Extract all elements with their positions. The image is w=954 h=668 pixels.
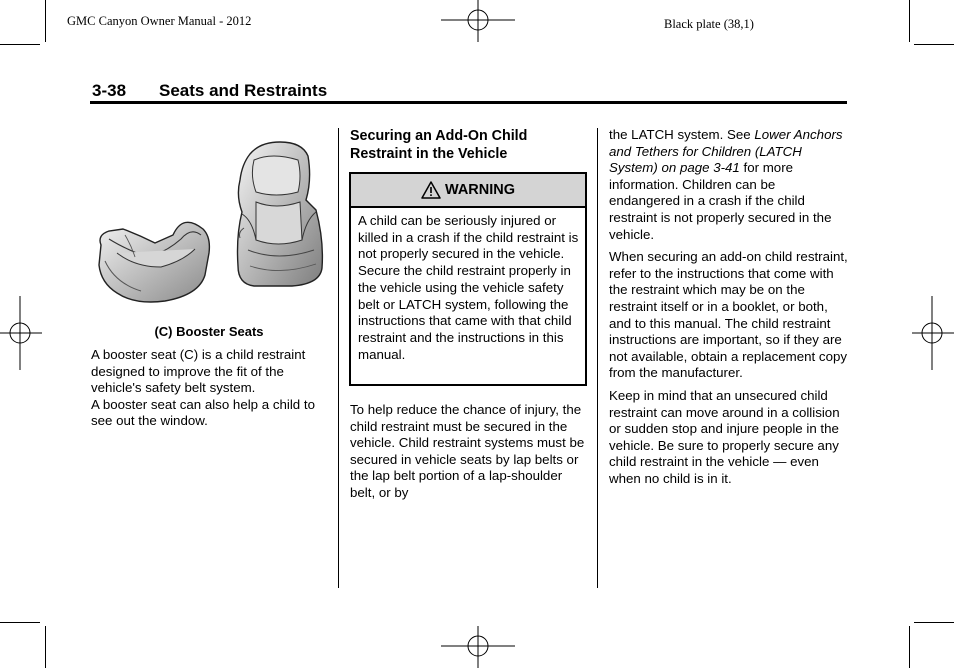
column-divider bbox=[597, 128, 598, 588]
booster-description: A booster seat (C) is a child restraint designed to improve the fit of the vehicle's safety belt system. bbox=[91, 347, 306, 396]
crop-mark bbox=[0, 622, 40, 623]
registration-mark-icon bbox=[441, 0, 515, 42]
page-number: 3-38 bbox=[92, 81, 127, 100]
column-1 bbox=[91, 347, 331, 430]
securing-paragraph: To help reduce the chance of injury, the child restraint must be secured in the vehicle. Child restraint systems must be secured in vehicle seats by lap belts or the lap belt portion of a lap-shoulder belt, or by bbox=[350, 402, 585, 500]
crop-mark bbox=[909, 0, 910, 42]
booster-cushion-icon bbox=[95, 205, 213, 305]
unsecured-restraint-paragraph: Keep in mind that an unsecured child restraint can move around in a collision or sudden stop and injure people in the vehicle. Be sure to properly secure any child restraint in the vehicle — even when no child is in it. bbox=[609, 387, 840, 486]
crop-mark bbox=[914, 622, 954, 623]
column-3 bbox=[609, 127, 849, 487]
booster-window-note: A booster seat can also help a child to see out the window. bbox=[91, 396, 315, 429]
crop-mark bbox=[914, 44, 954, 45]
instructions-paragraph: When securing an add-on child restraint, refer to the instructions that come with the restraint which may be on the restraint itself or in a booklet, or both, and to this manual. The child restraint instructions are important, so if they are not available, obtain a replacement copy from the manufacturer. bbox=[609, 249, 848, 381]
plate-label: Black plate (38,1) bbox=[664, 17, 754, 31]
column-divider bbox=[338, 128, 339, 588]
warning-triangle-icon bbox=[421, 181, 441, 199]
warning-box bbox=[349, 172, 587, 386]
crop-mark bbox=[0, 44, 40, 45]
column-2-body bbox=[350, 402, 588, 502]
crop-mark bbox=[45, 0, 46, 42]
column-2 bbox=[350, 127, 588, 163]
section-rule bbox=[90, 101, 847, 104]
high-back-booster-icon bbox=[232, 140, 328, 290]
section-title: Seats and Restraints bbox=[159, 81, 328, 100]
warning-label: WARNING bbox=[444, 182, 516, 198]
section-heading: Securing an Add-On Child Restraint in the Vehicle bbox=[350, 128, 528, 162]
warning-text: A child can be seriously injured or killed in a crash if the child restraint is not properly secured in the vehicle. Secure the child restraint properly in the vehicle using the vehicle safety belt or LATCH system, following the instructions that came with that child restraint and the instructions in this manual. bbox=[358, 213, 579, 362]
latch-text-pre: the LATCH system. See bbox=[609, 127, 755, 142]
registration-mark-icon bbox=[0, 296, 42, 370]
crop-mark bbox=[909, 626, 910, 668]
registration-mark-icon bbox=[441, 626, 515, 668]
latch-page-reference[interactable]: Lower Anchors and Tethers for Children (LATCH System) on page 3-41 bbox=[609, 127, 843, 176]
latch-text-post: for more information. Children can be endangered in a crash if the child restraint is not properly secured in the vehicle. bbox=[609, 160, 832, 242]
crop-mark bbox=[45, 626, 46, 668]
latch-paragraph bbox=[609, 127, 849, 243]
warning-header bbox=[351, 174, 585, 208]
registration-mark-icon bbox=[912, 296, 954, 370]
manual-title: GMC Canyon Owner Manual - 2012 bbox=[67, 14, 252, 28]
figure-caption: (C) Booster Seats bbox=[154, 324, 264, 339]
